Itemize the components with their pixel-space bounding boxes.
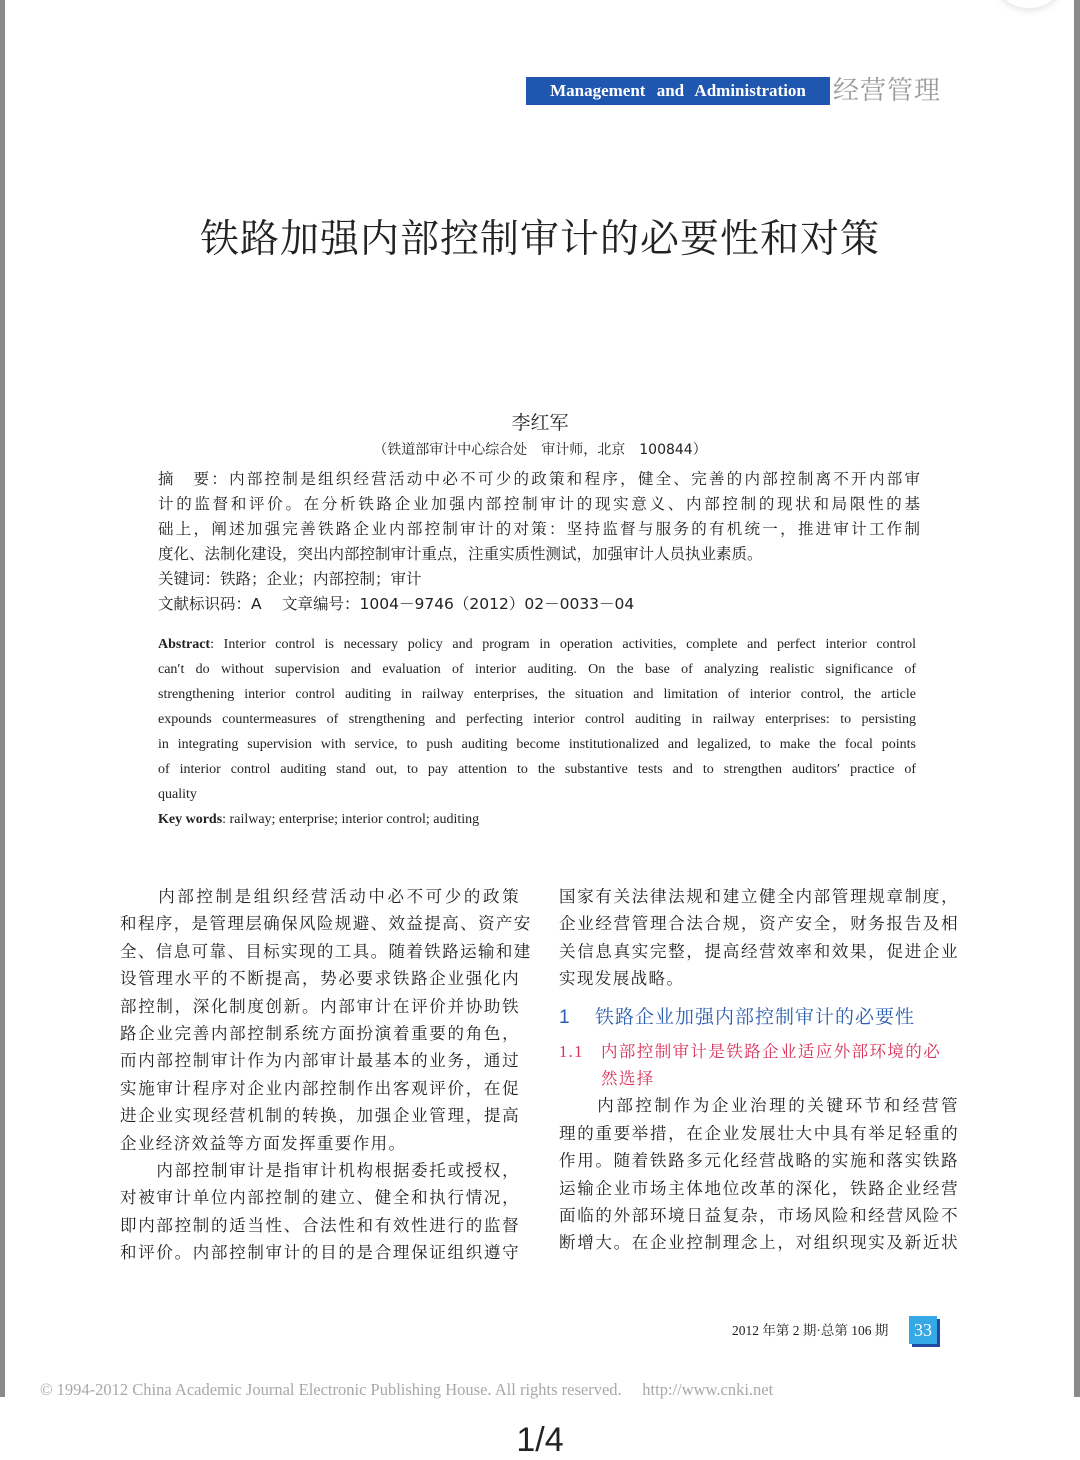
body-right-column [559, 883, 959, 1257]
keywords-en: Key words: railway; enterprise; interior control; auditing [158, 812, 480, 827]
subsection-title: 内部控制审计是铁路企业适应外部环境的必 [601, 1041, 942, 1061]
subsection-title-cont: 然选择 [601, 1069, 655, 1089]
article-title: 铁路加强内部控制审计的必要性和对策 [199, 217, 880, 262]
section-1-heading [559, 1003, 959, 1032]
floating-action-button[interactable] [995, 0, 1063, 8]
document-code: 文献标识码：A 文章编号：1004－9746（2012）02－0033－04 [158, 595, 635, 613]
body-line: 实施审计程序对企业内部控制作出客观评价，在促 [120, 1078, 520, 1098]
keywords-en-label: Key words [158, 812, 223, 827]
abstract-en-line: of interior control auditing stand out, to pay attention to the substantive tests and to strengthen auditors′ practice of [158, 762, 916, 777]
section-1-1-heading [559, 1038, 959, 1065]
body-line: 内部控制作为企业治理的关键环节和经营管 [559, 1096, 959, 1116]
body-line: 运输企业市场主体地位改革的深化，铁路企业经营 [559, 1178, 959, 1198]
abstract-cn [158, 467, 920, 617]
body-line: 作用。随着铁路多元化经营战略的实施和落实铁路 [559, 1151, 959, 1171]
abstract-en-label: Abstract [158, 637, 211, 652]
abstract-en-line: Abstract: Interior control is necessary policy and program in operation activities, complete and perfect interior control [158, 637, 916, 652]
body-line: 部控制，深化制度创新。内部审计在评价并协助铁 [120, 996, 520, 1016]
body-line: 断增大。在企业控制理念上，对组织现实及新近状 [559, 1233, 959, 1253]
body-left-column [120, 883, 532, 1267]
body-line: 内部控制是组织经营活动中必不可少的政策 [120, 887, 520, 906]
body-line: 内部控制审计是指审计机构根据委托或授权， [120, 1161, 520, 1181]
abstract-cn-line: 计的监督和评价。在分析铁路企业加强内部控制审计的现实意义、内部控制的现状和局限性的基 [158, 495, 920, 513]
author-affiliation: （铁道部审计中心综合处 审计师，北京 100844） [373, 442, 707, 458]
body-line: 企业经济效益等方面发挥重要作用。 [120, 1133, 407, 1153]
body-line: 理的重要举措，在企业发展壮大中具有举足轻重的 [559, 1123, 959, 1143]
abstract-en-line: strengthening interior control auditing in railway enterprises, the situation and limitation of interior control, the article [158, 687, 916, 702]
section-header-cn: 经营管理 [833, 76, 942, 106]
body-line: 而内部控制审计作为内部审计最基本的业务，通过 [120, 1051, 520, 1071]
body-line: 即内部控制的适当性、合法性和有效性进行的监督 [120, 1215, 520, 1235]
abstract-cn-line: 度化、法制化建设，突出内部控制审计重点，注重实质性测试，加强审计人员执业素质。 [158, 545, 763, 563]
page-indicator: 1/4 [516, 1421, 564, 1459]
body-line: 进企业实现经营机制的转换，加强企业管理，提高 [120, 1106, 520, 1126]
section-header-en: Management and Administration [526, 77, 830, 105]
body-line: 国家有关法律法规和建立健全内部管理规章制度， [559, 887, 959, 906]
body-line: 企业经营管理合法合规，资产安全，财务报告及相 [559, 914, 959, 934]
body-line: 面临的外部环境日益复杂，市场风险和经营风险不 [559, 1206, 959, 1226]
section-number: 1 [559, 1006, 571, 1028]
article-author: 李红军 [511, 412, 569, 434]
section-title: 铁路企业加强内部控制审计的必要性 [595, 1005, 916, 1028]
abstract-en-line: in integrating supervision with service, to push auditing become institutionalized and legalized, to make the focal points [158, 737, 916, 752]
copyright-notice: © 1994-2012 China Academic Journal Electronic Publishing House. All rights reserved. http://www.cnki.net [40, 1380, 774, 1399]
abstract-cn-line: 础上，阐述加强完善铁路企业内部控制审计的对策：坚持监督与服务的有机统一，推进审计工作制 [158, 520, 920, 538]
abstract-en [158, 632, 916, 832]
body-line: 路企业完善内部控制系统方面扮演着重要的角色， [120, 1024, 520, 1044]
body-line: 实现发展战略。 [559, 969, 685, 989]
abstract-en-line: quality [158, 787, 197, 802]
page-number-badge: 33 [909, 1316, 937, 1344]
abstract-en-line: can′t do without supervision and evaluation of interior auditing. On the base of analyzing realistic significance of [158, 662, 916, 677]
body-line: 和程序，是管理层确保风险规避、效益提高、资产安 [120, 914, 532, 934]
abstract-cn-line: 摘 要：内部控制是组织经营活动中必不可少的政策和程序，健全、完善的内部控制离不开内部审 [158, 470, 920, 488]
body-line: 关信息真实完整，提高经营效率和效果，促进企业 [559, 941, 959, 961]
issue-info: 2012 年第 2 期·总第 106 期 [732, 1323, 889, 1338]
subsection-number: 1.1 [559, 1041, 584, 1061]
body-line: 设管理水平的不断提高，势必要求铁路企业强化内 [120, 969, 520, 989]
body-line: 全、信息可靠、目标实现的工具。随着铁路运输和建 [120, 941, 532, 961]
body-line: 和评价。内部控制审计的目的是合理保证组织遵守 [120, 1243, 520, 1263]
abstract-en-line: expounds countermeasures of strengthening and perfecting interior control auditing in railway enterprises: to persisting [158, 712, 916, 727]
keywords-cn: 关键词：铁路；企业；内部控制；审计 [158, 570, 422, 588]
body-line: 对被审计单位内部控制的建立、健全和执行情况， [120, 1188, 520, 1208]
